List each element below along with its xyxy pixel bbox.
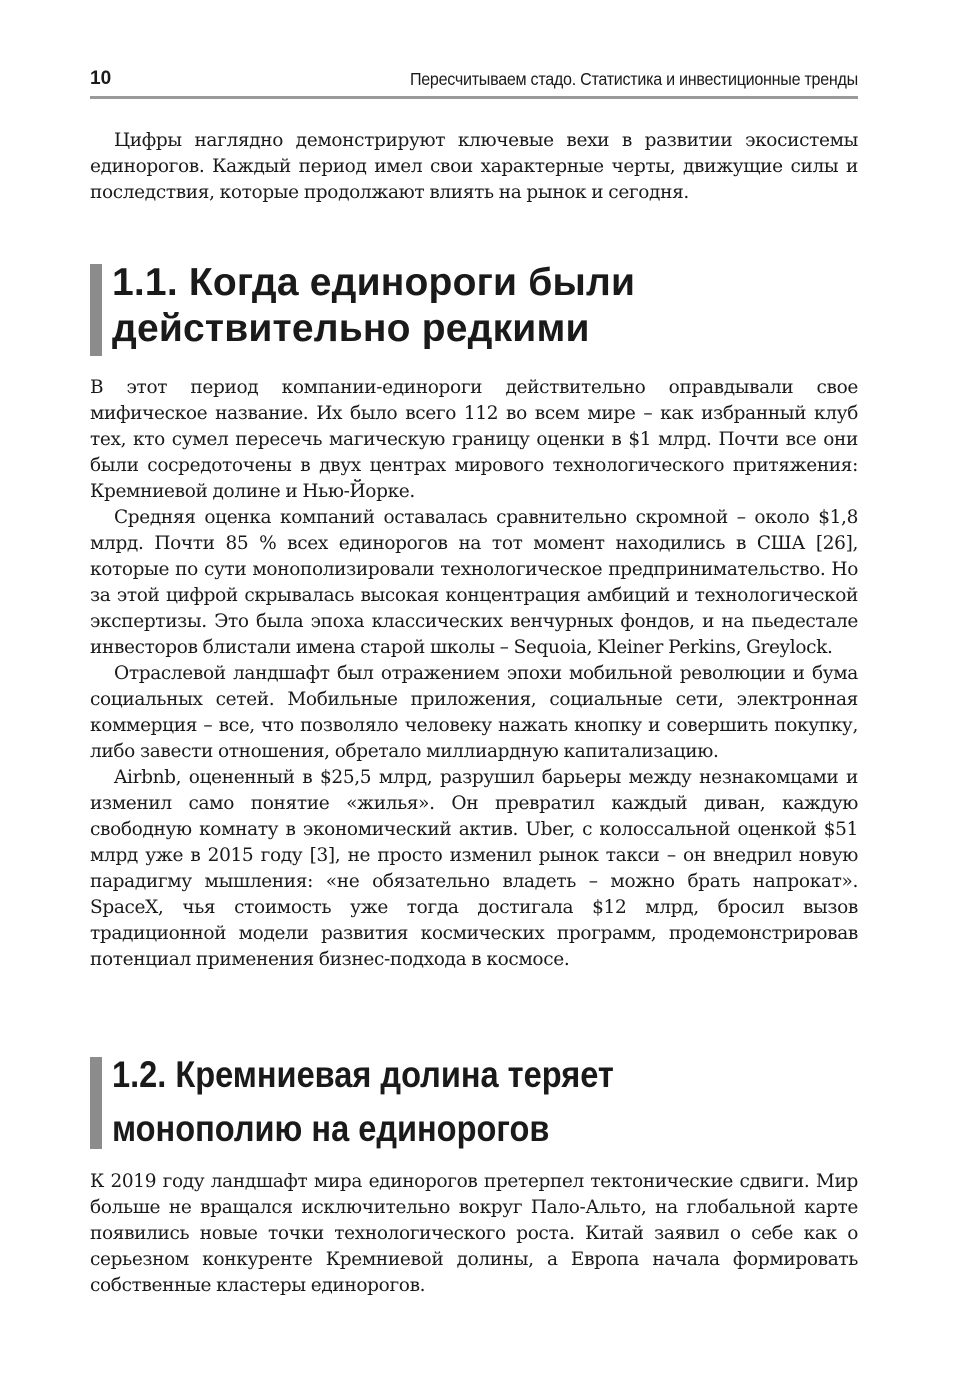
- page-number: 10: [90, 68, 112, 89]
- body-paragraph: Отраслевой ландшафт был отражением эпохи мобильной революции и бума социальных сетей. Мобильные приложения, социальные сети, электронная коммерция – все, что позволяло человеку нажать кнопку и совершить покупку, либо завести отношения, обретало миллиардную капитализацию.: [90, 663, 858, 762]
- section-title-line: монополию на единорогов: [112, 1108, 550, 1149]
- running-title: Пересчитываем стадо. Статистика и инвестиционные тренды: [410, 69, 858, 89]
- body-paragraph: К 2019 году ландшафт мира единорогов претерпел тектонические сдвиги. Мир больше не вращался исключительно вокруг Пало-Альто, на глобальной карте появились новые точки технологического роста. Китай заявил о себе как о серьезном конкуренте Кремниевой долины, а Европа начала формировать собственные кластеры единорогов.: [90, 1171, 858, 1296]
- section-title: [112, 1048, 763, 1156]
- section-title-line: действительно редкими: [112, 307, 590, 350]
- body-paragraph: В этот период компании-единороги действительно оправдывали свое мифическое название. Их было всего 112 во всем мире – как избранный клуб тех, кто сумел пересечь магическую границу оценки в $1 млрд. Почти все они были сосредоточены в двух центрах мирового технологического притяжения: Кремниевой долине и Нью-Йорке.: [90, 377, 858, 502]
- heading-accent-bar: [90, 264, 102, 356]
- body-paragraph: Средняя оценка компаний оставалась сравнительно скромной – около $1,8 млрд. Почти 85 % всех единорогов на тот момент находились в США [26], которые по сути монополизировали технологическое предпринимательство. Но за этой цифрой скрывалась высокая концентрация амбиций и технологической экспертизы. Это была эпоха классических венчурных фондов, и на пьедестале инвесторов блистали имена старой школы – Sequoia, Kleiner Perkins, Greylock.: [90, 507, 858, 658]
- section-title-line: 1.2. Кремниевая долина теряет: [112, 1054, 614, 1095]
- section-title-line: 1.1. Когда единороги были: [112, 261, 636, 304]
- body-paragraph: Airbnb, оцененный в $25,5 млрд, разрушил барьеры между незнакомцами и изменил само понятие «жилья». Он превратил каждый диван, каждую свободную комнату в экономический актив. Uber, с колоссальной оценкой $51 млрд уже в 2015 году [3], не просто изменил рынок такси – он внедрил новую парадигму мышления: «не обязательно владеть – можно брать напрокат». SpaceX, чья стоимость уже тогда достигала $12 млрд, бросил вызов традиционной модели развития космических программ, продемонстрировав потенциал применения бизнес-подхода в космосе.: [90, 767, 858, 970]
- section-heading-1-1: [90, 261, 858, 356]
- section-heading-1-2: [90, 1054, 858, 1149]
- heading-accent-bar: [90, 1057, 102, 1149]
- intro-text: [90, 128, 858, 206]
- intro-paragraph: Цифры наглядно демонстрируют ключевые вехи в развитии экосистемы единорогов. Каждый период имел свои характерные черты, движущие силы и последствия, которые продолжают влиять на рынок и сегодня.: [90, 130, 858, 203]
- section-1-1-body: [90, 375, 858, 973]
- section-1-2-body: [90, 1169, 858, 1299]
- running-header: [90, 68, 858, 99]
- section-title: [112, 260, 852, 352]
